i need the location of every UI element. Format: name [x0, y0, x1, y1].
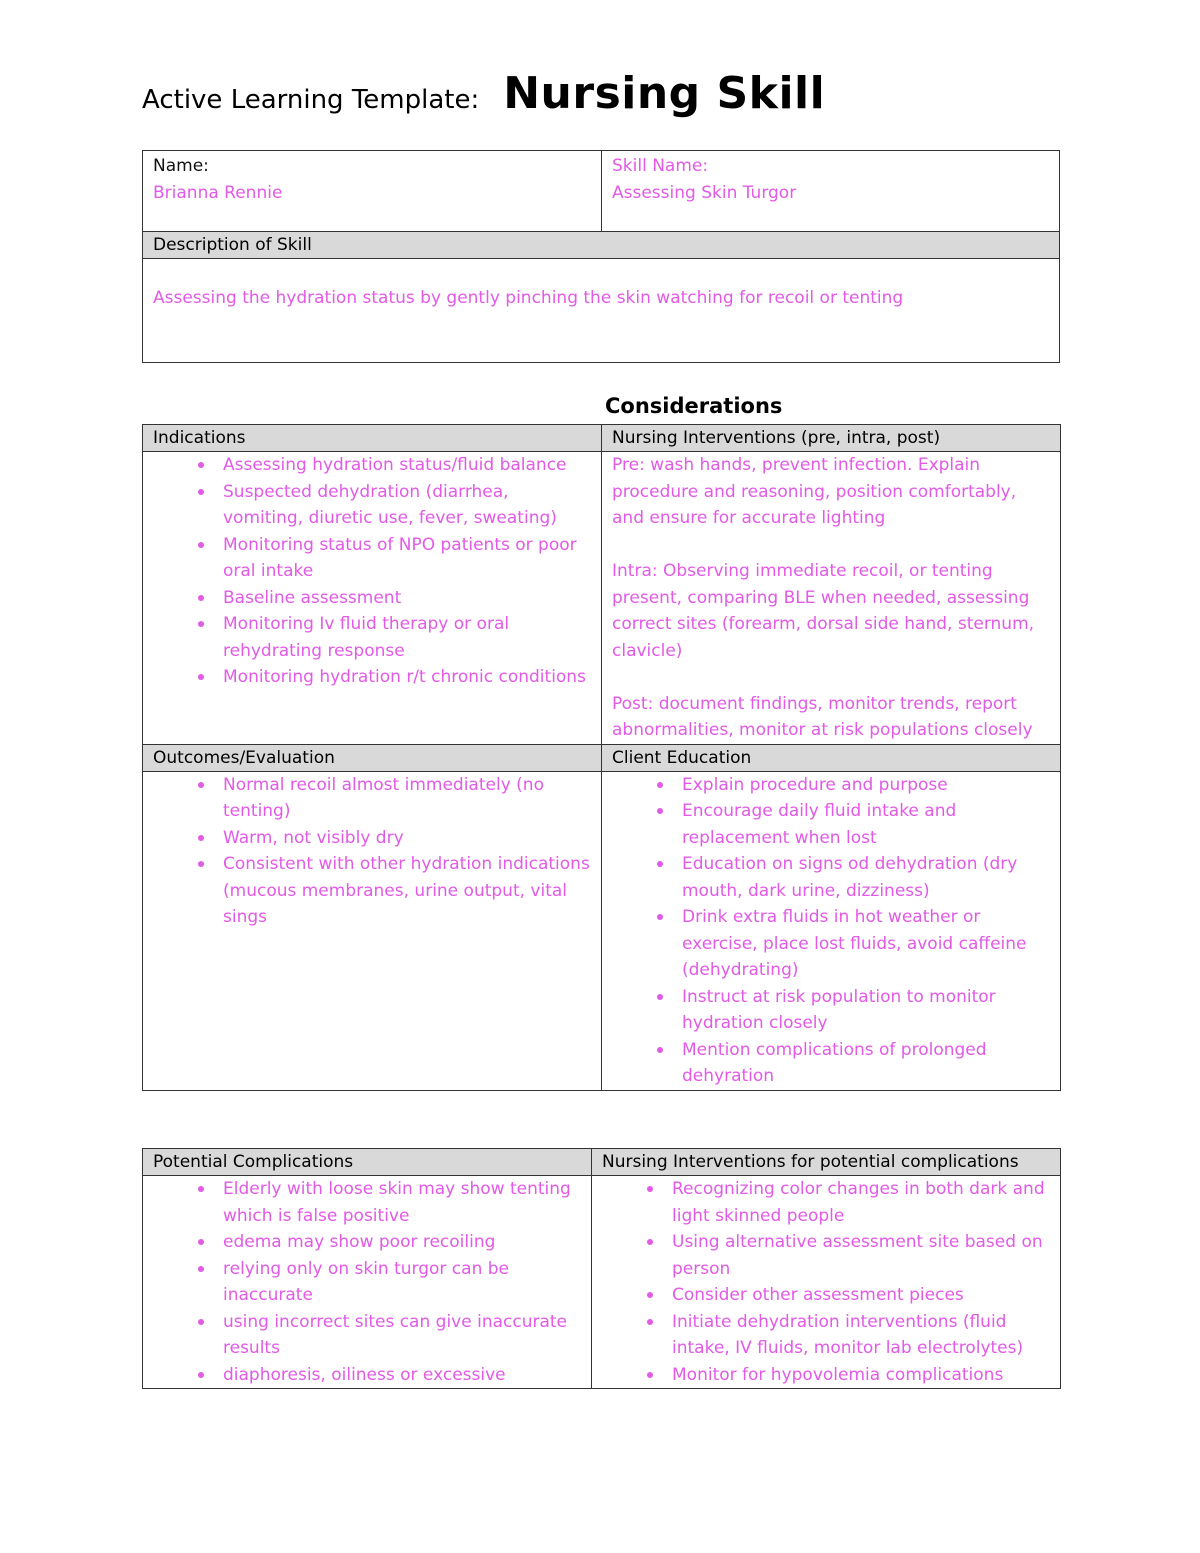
list-item[interactable]: Mention complications of prolonged dehyration: [612, 1037, 1050, 1090]
complication-interventions-header: Nursing Interventions for potential complications: [592, 1149, 1061, 1176]
outcomes-list: [153, 772, 591, 931]
nursing-interventions-header: Nursing Interventions (pre, intra, post): [602, 425, 1061, 452]
client-education-list: [612, 772, 1050, 1090]
potential-complications-cell: [143, 1176, 592, 1389]
list-item[interactable]: Normal recoil almost immediately (no tenting): [153, 772, 591, 825]
list-item[interactable]: Monitoring Iv fluid therapy or oral rehydrating response: [153, 611, 591, 664]
skill-name-label: Skill Name:: [612, 156, 709, 176]
list-item[interactable]: Initiate dehydration interventions (fluid intake, IV fluids, monitor lab electrolytes): [602, 1309, 1050, 1362]
list-item[interactable]: Explain procedure and purpose: [612, 772, 1050, 799]
outcomes-cell: [143, 771, 602, 1090]
client-education-header: Client Education: [602, 744, 1061, 771]
list-item[interactable]: edema may show poor recoiling: [153, 1229, 581, 1256]
list-item[interactable]: Using alternative assessment site based on person: [602, 1229, 1050, 1282]
title-main: Nursing Skill: [503, 68, 826, 119]
list-item[interactable]: Elderly with loose skin may show tenting which is false positive: [153, 1176, 581, 1229]
list-item[interactable]: Recognizing color changes in both dark and light skinned people: [602, 1176, 1050, 1229]
skill-name-cell: [602, 151, 1060, 232]
list-item[interactable]: relying only on skin turgor can be inaccurate: [153, 1256, 581, 1309]
list-item[interactable]: Encourage daily fluid intake and replacement when lost: [612, 798, 1050, 851]
potential-complications-list: [153, 1176, 581, 1388]
intervention-intra[interactable]: Intra: Observing immediate recoil, or tenting present, comparing BLE when needed, assessing correct sites (forearm, dorsal side hand, sternum, clavicle): [612, 561, 1035, 661]
name-value[interactable]: Brianna Rennie: [153, 182, 283, 203]
title-prefix: Active Learning Template:: [142, 85, 480, 115]
intervention-post[interactable]: Post: document findings, monitor trends, report abnormalities, monitor at risk populations closely: [612, 693, 1033, 740]
list-item[interactable]: Monitor for hypovolemia complications: [602, 1362, 1050, 1389]
list-item[interactable]: Education on signs od dehydration (dry mouth, dark urine, dizziness): [612, 851, 1050, 904]
list-item[interactable]: Suspected dehydration (diarrhea, vomiting, diuretic use, fever, sweating): [153, 479, 591, 532]
considerations-title: Considerations: [605, 394, 783, 418]
description-value[interactable]: Assessing the hydration status by gently pinching the skin watching for recoil or tenting: [143, 259, 1060, 363]
list-item[interactable]: Monitoring hydration r/t chronic conditions: [153, 664, 591, 691]
list-item[interactable]: Baseline assessment: [153, 585, 591, 612]
description-header: Description of Skill: [143, 232, 1060, 259]
nursing-interventions-cell: [602, 452, 1061, 745]
page-title: [142, 68, 825, 119]
list-item[interactable]: diaphoresis, oiliness or excessive: [153, 1362, 581, 1389]
list-item[interactable]: Monitoring status of NPO patients or poor oral intake: [153, 532, 591, 585]
complication-interventions-list: [602, 1176, 1050, 1388]
intervention-pre[interactable]: Pre: wash hands, prevent infection. Explain procedure and reasoning, position comfortably, and ensure for accurate lighting: [612, 455, 1017, 528]
indications-header: Indications: [143, 425, 602, 452]
list-item[interactable]: Drink extra fluids in hot weather or exercise, place lost fluids, avoid caffeine (dehydrating): [612, 904, 1050, 984]
potential-complications-header: Potential Complications: [143, 1149, 592, 1176]
considerations-table: [142, 424, 1061, 1091]
complication-interventions-cell: [592, 1176, 1061, 1389]
outcomes-header: Outcomes/Evaluation: [143, 744, 602, 771]
indications-cell: [143, 452, 602, 745]
skill-name-value[interactable]: Assessing Skin Turgor: [612, 182, 797, 203]
indications-list: [153, 452, 591, 691]
name-label: Name:: [153, 156, 209, 176]
list-item[interactable]: Consistent with other hydration indications (mucous membranes, urine output, vital sings: [153, 851, 591, 931]
list-item[interactable]: Warm, not visibly dry: [153, 825, 591, 852]
complications-table: [142, 1148, 1061, 1389]
list-item[interactable]: Assessing hydration status/fluid balance: [153, 452, 591, 479]
list-item[interactable]: using incorrect sites can give inaccurate results: [153, 1309, 581, 1362]
skill-info-table: [142, 150, 1060, 363]
client-education-cell: [602, 771, 1061, 1090]
list-item[interactable]: Instruct at risk population to monitor hydration closely: [612, 984, 1050, 1037]
list-item[interactable]: Consider other assessment pieces: [602, 1282, 1050, 1309]
name-cell: [143, 151, 602, 232]
